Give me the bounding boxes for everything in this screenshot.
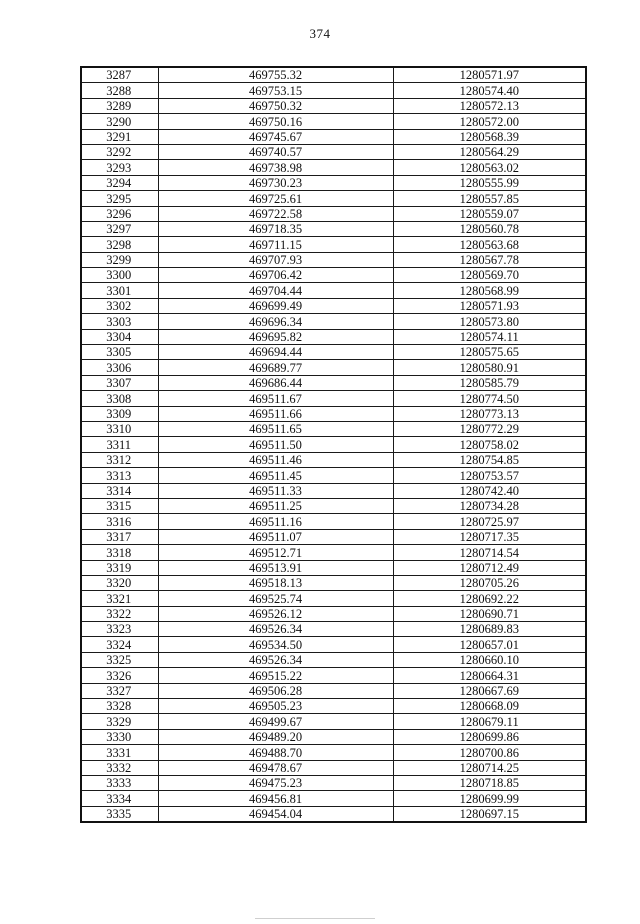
point-number-cell: 3316 <box>81 514 158 529</box>
x-coordinate-cell: 469513.91 <box>158 560 393 575</box>
y-coordinate-cell: 1280697.15 <box>393 806 586 822</box>
point-number-cell: 3310 <box>81 421 158 436</box>
y-coordinate-cell: 1280567.78 <box>393 252 586 267</box>
point-number-cell: 3326 <box>81 668 158 683</box>
x-coordinate-cell: 469696.34 <box>158 314 393 329</box>
coordinates-table-body <box>81 67 586 822</box>
point-number-cell: 3331 <box>81 745 158 760</box>
y-coordinate-cell: 1280563.02 <box>393 160 586 175</box>
table-row <box>81 668 586 683</box>
y-coordinate-cell: 1280774.50 <box>393 391 586 406</box>
table-row <box>81 637 586 652</box>
page-footer-rule <box>255 918 375 919</box>
point-number-cell: 3289 <box>81 98 158 113</box>
coordinates-table <box>80 66 587 823</box>
y-coordinate-cell: 1280758.02 <box>393 437 586 452</box>
y-coordinate-cell: 1280717.35 <box>393 529 586 544</box>
point-number-cell: 3293 <box>81 160 158 175</box>
x-coordinate-cell: 469718.35 <box>158 221 393 236</box>
table-row <box>81 237 586 252</box>
point-number-cell: 3330 <box>81 729 158 744</box>
x-coordinate-cell: 469689.77 <box>158 360 393 375</box>
point-number-cell: 3300 <box>81 268 158 283</box>
point-number-cell: 3312 <box>81 452 158 467</box>
point-number-cell: 3294 <box>81 175 158 190</box>
x-coordinate-cell: 469750.32 <box>158 98 393 113</box>
x-coordinate-cell: 469488.70 <box>158 745 393 760</box>
y-coordinate-cell: 1280668.09 <box>393 699 586 714</box>
x-coordinate-cell: 469511.65 <box>158 421 393 436</box>
x-coordinate-cell: 469511.50 <box>158 437 393 452</box>
y-coordinate-cell: 1280568.39 <box>393 129 586 144</box>
x-coordinate-cell: 469534.50 <box>158 637 393 652</box>
point-number-cell: 3303 <box>81 314 158 329</box>
point-number-cell: 3306 <box>81 360 158 375</box>
y-coordinate-cell: 1280772.29 <box>393 421 586 436</box>
y-coordinate-cell: 1280571.93 <box>393 298 586 313</box>
x-coordinate-cell: 469489.20 <box>158 729 393 744</box>
point-number-cell: 3333 <box>81 775 158 790</box>
y-coordinate-cell: 1280585.79 <box>393 375 586 390</box>
x-coordinate-cell: 469505.23 <box>158 699 393 714</box>
x-coordinate-cell: 469704.44 <box>158 283 393 298</box>
table-row <box>81 191 586 206</box>
y-coordinate-cell: 1280705.26 <box>393 575 586 590</box>
table-row <box>81 529 586 544</box>
x-coordinate-cell: 469745.67 <box>158 129 393 144</box>
table-row <box>81 560 586 575</box>
table-row <box>81 437 586 452</box>
x-coordinate-cell: 469526.34 <box>158 652 393 667</box>
x-coordinate-cell: 469525.74 <box>158 591 393 606</box>
y-coordinate-cell: 1280679.11 <box>393 714 586 729</box>
x-coordinate-cell: 469518.13 <box>158 575 393 590</box>
y-coordinate-cell: 1280574.11 <box>393 329 586 344</box>
x-coordinate-cell: 469506.28 <box>158 683 393 698</box>
table-row <box>81 575 586 590</box>
x-coordinate-cell: 469738.98 <box>158 160 393 175</box>
y-coordinate-cell: 1280718.85 <box>393 775 586 790</box>
table-row <box>81 622 586 637</box>
x-coordinate-cell: 469456.81 <box>158 791 393 806</box>
point-number-cell: 3288 <box>81 83 158 98</box>
y-coordinate-cell: 1280700.86 <box>393 745 586 760</box>
y-coordinate-cell: 1280560.78 <box>393 221 586 236</box>
y-coordinate-cell: 1280712.49 <box>393 560 586 575</box>
table-row <box>81 206 586 221</box>
table-row <box>81 683 586 698</box>
x-coordinate-cell: 469526.12 <box>158 606 393 621</box>
point-number-cell: 3321 <box>81 591 158 606</box>
point-number-cell: 3335 <box>81 806 158 822</box>
table-row <box>81 114 586 129</box>
table-row <box>81 498 586 513</box>
table-row <box>81 221 586 236</box>
point-number-cell: 3329 <box>81 714 158 729</box>
point-number-cell: 3299 <box>81 252 158 267</box>
point-number-cell: 3328 <box>81 699 158 714</box>
table-row <box>81 252 586 267</box>
y-coordinate-cell: 1280572.13 <box>393 98 586 113</box>
point-number-cell: 3334 <box>81 791 158 806</box>
x-coordinate-cell: 469730.23 <box>158 175 393 190</box>
x-coordinate-cell: 469740.57 <box>158 144 393 159</box>
x-coordinate-cell: 469512.71 <box>158 545 393 560</box>
table-row <box>81 175 586 190</box>
y-coordinate-cell: 1280559.07 <box>393 206 586 221</box>
y-coordinate-cell: 1280574.40 <box>393 83 586 98</box>
y-coordinate-cell: 1280742.40 <box>393 483 586 498</box>
point-number-cell: 3315 <box>81 498 158 513</box>
x-coordinate-cell: 469694.44 <box>158 345 393 360</box>
y-coordinate-cell: 1280754.85 <box>393 452 586 467</box>
point-number-cell: 3287 <box>81 67 158 83</box>
y-coordinate-cell: 1280699.86 <box>393 729 586 744</box>
table-row <box>81 298 586 313</box>
table-row <box>81 483 586 498</box>
y-coordinate-cell: 1280734.28 <box>393 498 586 513</box>
table-row <box>81 699 586 714</box>
y-coordinate-cell: 1280714.25 <box>393 760 586 775</box>
y-coordinate-cell: 1280568.99 <box>393 283 586 298</box>
y-coordinate-cell: 1280725.97 <box>393 514 586 529</box>
x-coordinate-cell: 469511.25 <box>158 498 393 513</box>
x-coordinate-cell: 469706.42 <box>158 268 393 283</box>
x-coordinate-cell: 469511.66 <box>158 406 393 421</box>
table-row <box>81 775 586 790</box>
x-coordinate-cell: 469753.15 <box>158 83 393 98</box>
y-coordinate-cell: 1280555.99 <box>393 175 586 190</box>
point-number-cell: 3322 <box>81 606 158 621</box>
point-number-cell: 3309 <box>81 406 158 421</box>
point-number-cell: 3319 <box>81 560 158 575</box>
table-row <box>81 360 586 375</box>
y-coordinate-cell: 1280571.97 <box>393 67 586 83</box>
point-number-cell: 3323 <box>81 622 158 637</box>
y-coordinate-cell: 1280657.01 <box>393 637 586 652</box>
table-row <box>81 545 586 560</box>
y-coordinate-cell: 1280572.00 <box>393 114 586 129</box>
table-row <box>81 345 586 360</box>
point-number-cell: 3301 <box>81 283 158 298</box>
y-coordinate-cell: 1280557.85 <box>393 191 586 206</box>
x-coordinate-cell: 469725.61 <box>158 191 393 206</box>
point-number-cell: 3320 <box>81 575 158 590</box>
x-coordinate-cell: 469755.32 <box>158 67 393 83</box>
x-coordinate-cell: 469711.15 <box>158 237 393 252</box>
page-number: 374 <box>309 26 331 41</box>
y-coordinate-cell: 1280753.57 <box>393 468 586 483</box>
point-number-cell: 3317 <box>81 529 158 544</box>
y-coordinate-cell: 1280580.91 <box>393 360 586 375</box>
y-coordinate-cell: 1280575.65 <box>393 345 586 360</box>
point-number-cell: 3298 <box>81 237 158 252</box>
table-row <box>81 652 586 667</box>
point-number-cell: 3332 <box>81 760 158 775</box>
table-row <box>81 375 586 390</box>
table-row <box>81 791 586 806</box>
y-coordinate-cell: 1280573.80 <box>393 314 586 329</box>
table-row <box>81 760 586 775</box>
table-row <box>81 714 586 729</box>
y-coordinate-cell: 1280664.31 <box>393 668 586 683</box>
table-row <box>81 129 586 144</box>
x-coordinate-cell: 469511.46 <box>158 452 393 467</box>
point-number-cell: 3304 <box>81 329 158 344</box>
y-coordinate-cell: 1280667.69 <box>393 683 586 698</box>
y-coordinate-cell: 1280690.71 <box>393 606 586 621</box>
x-coordinate-cell: 469695.82 <box>158 329 393 344</box>
table-row <box>81 421 586 436</box>
y-coordinate-cell: 1280773.13 <box>393 406 586 421</box>
y-coordinate-cell: 1280689.83 <box>393 622 586 637</box>
table-row <box>81 98 586 113</box>
table-row <box>81 329 586 344</box>
point-number-cell: 3305 <box>81 345 158 360</box>
y-coordinate-cell: 1280699.99 <box>393 791 586 806</box>
point-number-cell: 3311 <box>81 437 158 452</box>
y-coordinate-cell: 1280564.29 <box>393 144 586 159</box>
x-coordinate-cell: 469511.07 <box>158 529 393 544</box>
point-number-cell: 3290 <box>81 114 158 129</box>
point-number-cell: 3302 <box>81 298 158 313</box>
table-row <box>81 514 586 529</box>
point-number-cell: 3325 <box>81 652 158 667</box>
table-row <box>81 468 586 483</box>
table-row <box>81 268 586 283</box>
table-row <box>81 67 586 83</box>
table-row <box>81 606 586 621</box>
point-number-cell: 3313 <box>81 468 158 483</box>
y-coordinate-cell: 1280563.68 <box>393 237 586 252</box>
x-coordinate-cell: 469511.16 <box>158 514 393 529</box>
table-row <box>81 83 586 98</box>
y-coordinate-cell: 1280569.70 <box>393 268 586 283</box>
table-row <box>81 806 586 822</box>
point-number-cell: 3296 <box>81 206 158 221</box>
y-coordinate-cell: 1280692.22 <box>393 591 586 606</box>
x-coordinate-cell: 469686.44 <box>158 375 393 390</box>
x-coordinate-cell: 469722.58 <box>158 206 393 221</box>
table-row <box>81 160 586 175</box>
x-coordinate-cell: 469499.67 <box>158 714 393 729</box>
table-row <box>81 144 586 159</box>
x-coordinate-cell: 469454.04 <box>158 806 393 822</box>
table-row <box>81 452 586 467</box>
x-coordinate-cell: 469515.22 <box>158 668 393 683</box>
table-row <box>81 314 586 329</box>
table-row <box>81 745 586 760</box>
point-number-cell: 3314 <box>81 483 158 498</box>
table-row <box>81 406 586 421</box>
x-coordinate-cell: 469526.34 <box>158 622 393 637</box>
table-row <box>81 729 586 744</box>
x-coordinate-cell: 469511.33 <box>158 483 393 498</box>
x-coordinate-cell: 469511.67 <box>158 391 393 406</box>
x-coordinate-cell: 469478.67 <box>158 760 393 775</box>
point-number-cell: 3297 <box>81 221 158 236</box>
table-row <box>81 591 586 606</box>
x-coordinate-cell: 469511.45 <box>158 468 393 483</box>
point-number-cell: 3292 <box>81 144 158 159</box>
x-coordinate-cell: 469750.16 <box>158 114 393 129</box>
point-number-cell: 3295 <box>81 191 158 206</box>
x-coordinate-cell: 469475.23 <box>158 775 393 790</box>
point-number-cell: 3308 <box>81 391 158 406</box>
point-number-cell: 3307 <box>81 375 158 390</box>
table-row <box>81 283 586 298</box>
point-number-cell: 3291 <box>81 129 158 144</box>
y-coordinate-cell: 1280660.10 <box>393 652 586 667</box>
point-number-cell: 3327 <box>81 683 158 698</box>
table-row <box>81 391 586 406</box>
y-coordinate-cell: 1280714.54 <box>393 545 586 560</box>
point-number-cell: 3318 <box>81 545 158 560</box>
x-coordinate-cell: 469707.93 <box>158 252 393 267</box>
x-coordinate-cell: 469699.49 <box>158 298 393 313</box>
point-number-cell: 3324 <box>81 637 158 652</box>
